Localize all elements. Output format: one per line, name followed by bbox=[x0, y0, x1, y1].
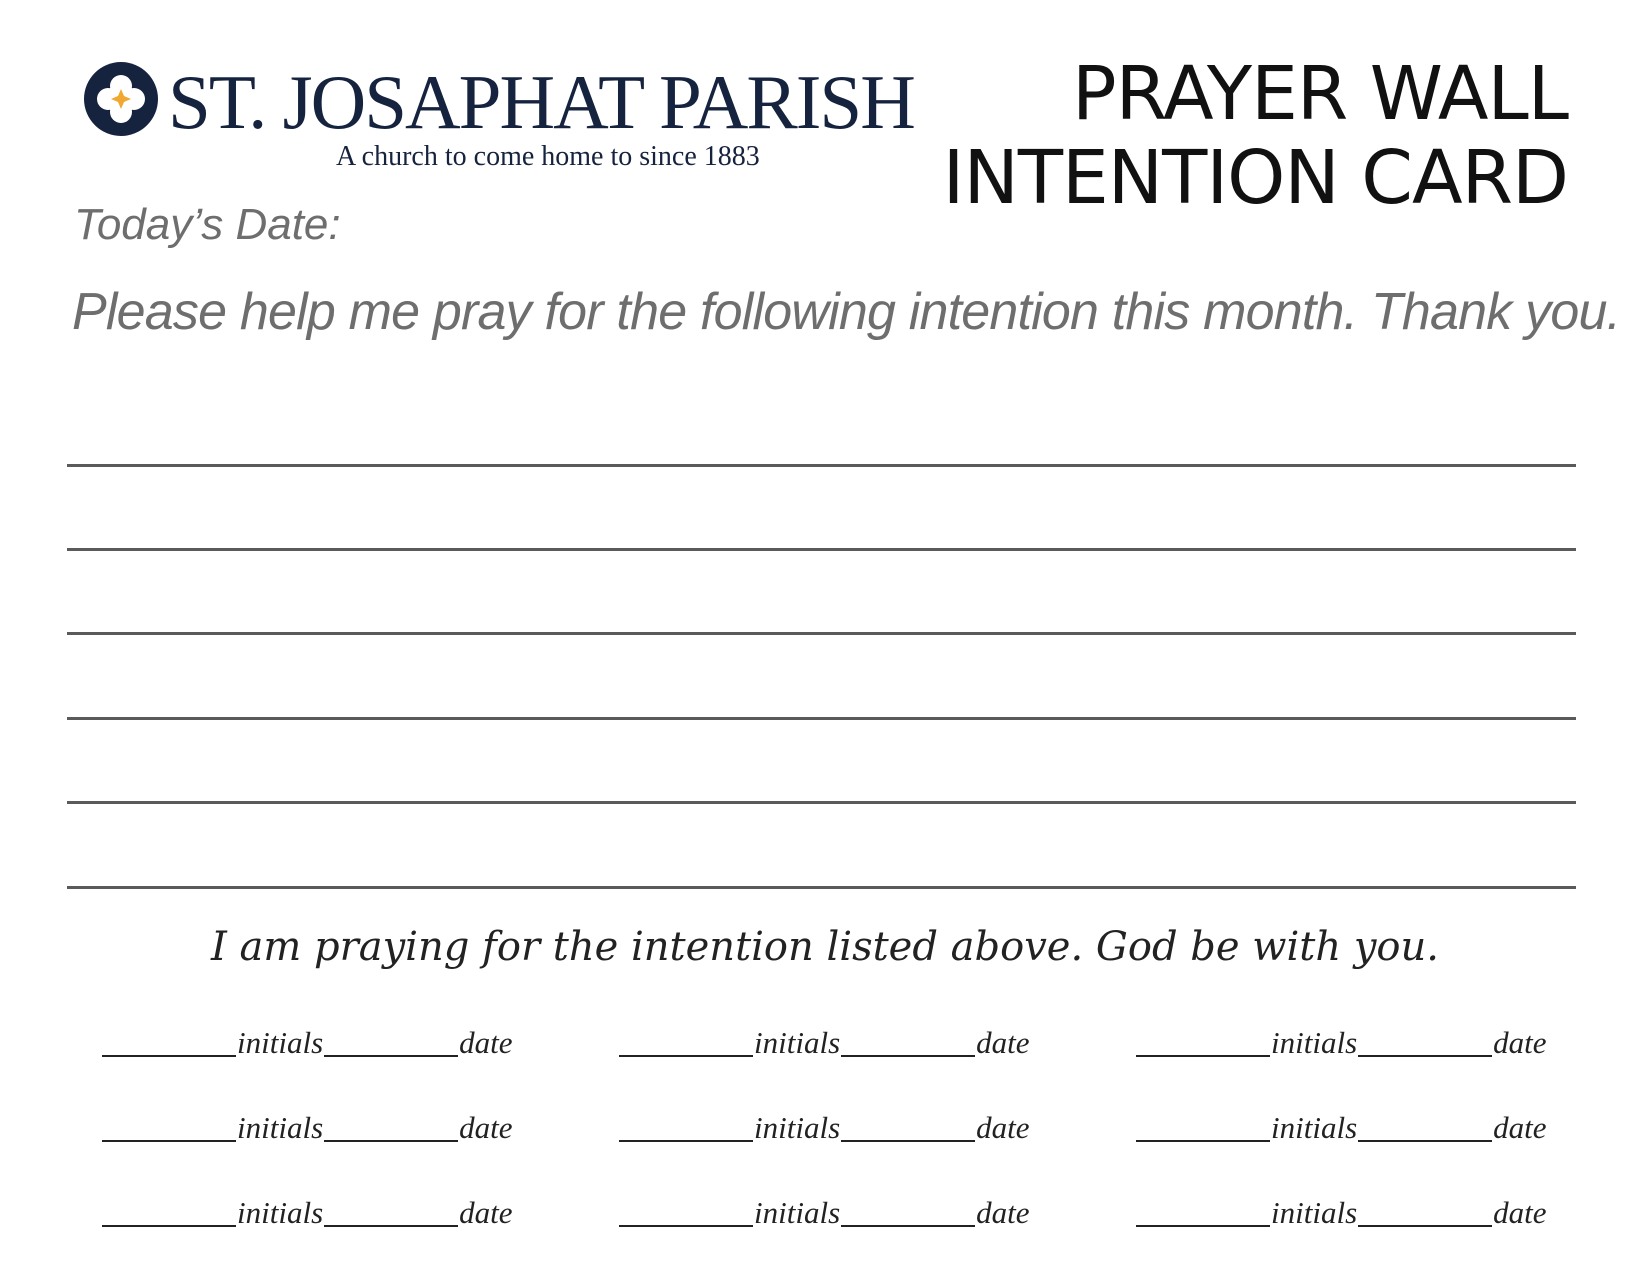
intention-writing-line[interactable] bbox=[67, 548, 1576, 551]
initials-label: initials bbox=[1271, 1110, 1358, 1145]
date-label: date bbox=[976, 1025, 1030, 1060]
initials-blank[interactable] bbox=[1136, 1055, 1270, 1057]
initials-blank[interactable] bbox=[1136, 1140, 1270, 1142]
date-label: date bbox=[459, 1110, 513, 1145]
parish-tagline: A church to come home to since 1883 bbox=[336, 141, 760, 172]
signature-slot bbox=[102, 1015, 522, 1065]
date-blank[interactable] bbox=[841, 1225, 975, 1227]
initials-blank[interactable] bbox=[102, 1225, 236, 1227]
signature-slot bbox=[102, 1100, 522, 1150]
initials-blank[interactable] bbox=[1136, 1225, 1270, 1227]
signature-slot bbox=[619, 1100, 1039, 1150]
card-title-line-2: INTENTION CARD bbox=[942, 135, 1568, 221]
date-label: date bbox=[1493, 1025, 1547, 1060]
todays-date-label: Today’s Date: bbox=[74, 200, 341, 249]
date-blank[interactable] bbox=[1358, 1055, 1492, 1057]
intention-writing-line[interactable] bbox=[67, 886, 1576, 889]
signature-slot bbox=[619, 1185, 1039, 1235]
initials-label: initials bbox=[237, 1025, 324, 1060]
card-title bbox=[943, 52, 1568, 220]
praying-response-text: I am praying for the intention listed above. God be with you. bbox=[211, 924, 1439, 970]
intention-writing-line[interactable] bbox=[67, 717, 1576, 720]
date-blank[interactable] bbox=[324, 1140, 458, 1142]
intention-writing-line[interactable] bbox=[67, 801, 1576, 804]
quatrefoil-cross-icon bbox=[84, 62, 158, 136]
initials-blank[interactable] bbox=[619, 1225, 753, 1227]
card-title-line-1: PRAYER WALL bbox=[1071, 51, 1568, 137]
date-blank[interactable] bbox=[1358, 1225, 1492, 1227]
date-label: date bbox=[459, 1025, 513, 1060]
signature-slot bbox=[1136, 1185, 1556, 1235]
initials-label: initials bbox=[1271, 1025, 1358, 1060]
signature-row bbox=[0, 1100, 1650, 1150]
date-blank[interactable] bbox=[1358, 1140, 1492, 1142]
initials-blank[interactable] bbox=[619, 1055, 753, 1057]
date-label: date bbox=[976, 1195, 1030, 1230]
date-label: date bbox=[976, 1110, 1030, 1145]
signature-slot bbox=[1136, 1015, 1556, 1065]
signature-slot bbox=[102, 1185, 522, 1235]
date-blank[interactable] bbox=[841, 1055, 975, 1057]
signature-slot bbox=[1136, 1100, 1556, 1150]
parish-name: ST. JOSAPHAT PARISH bbox=[168, 59, 914, 145]
intention-writing-line[interactable] bbox=[67, 632, 1576, 635]
initials-blank[interactable] bbox=[102, 1140, 236, 1142]
initials-label: initials bbox=[754, 1110, 841, 1145]
date-blank[interactable] bbox=[324, 1055, 458, 1057]
initials-label: initials bbox=[754, 1025, 841, 1060]
date-blank[interactable] bbox=[324, 1225, 458, 1227]
initials-label: initials bbox=[1271, 1195, 1358, 1230]
signature-slot bbox=[619, 1015, 1039, 1065]
date-blank[interactable] bbox=[841, 1140, 975, 1142]
intention-request-text: Please help me pray for the following intention this month. Thank you. bbox=[72, 283, 1621, 341]
signature-row bbox=[0, 1015, 1650, 1065]
intention-writing-line[interactable] bbox=[67, 464, 1576, 467]
date-label: date bbox=[1493, 1110, 1547, 1145]
initials-label: initials bbox=[237, 1110, 324, 1145]
initials-blank[interactable] bbox=[102, 1055, 236, 1057]
initials-blank[interactable] bbox=[619, 1140, 753, 1142]
initials-label: initials bbox=[237, 1195, 324, 1230]
date-label: date bbox=[1493, 1195, 1547, 1230]
initials-label: initials bbox=[754, 1195, 841, 1230]
signature-row bbox=[0, 1185, 1650, 1235]
date-label: date bbox=[459, 1195, 513, 1230]
